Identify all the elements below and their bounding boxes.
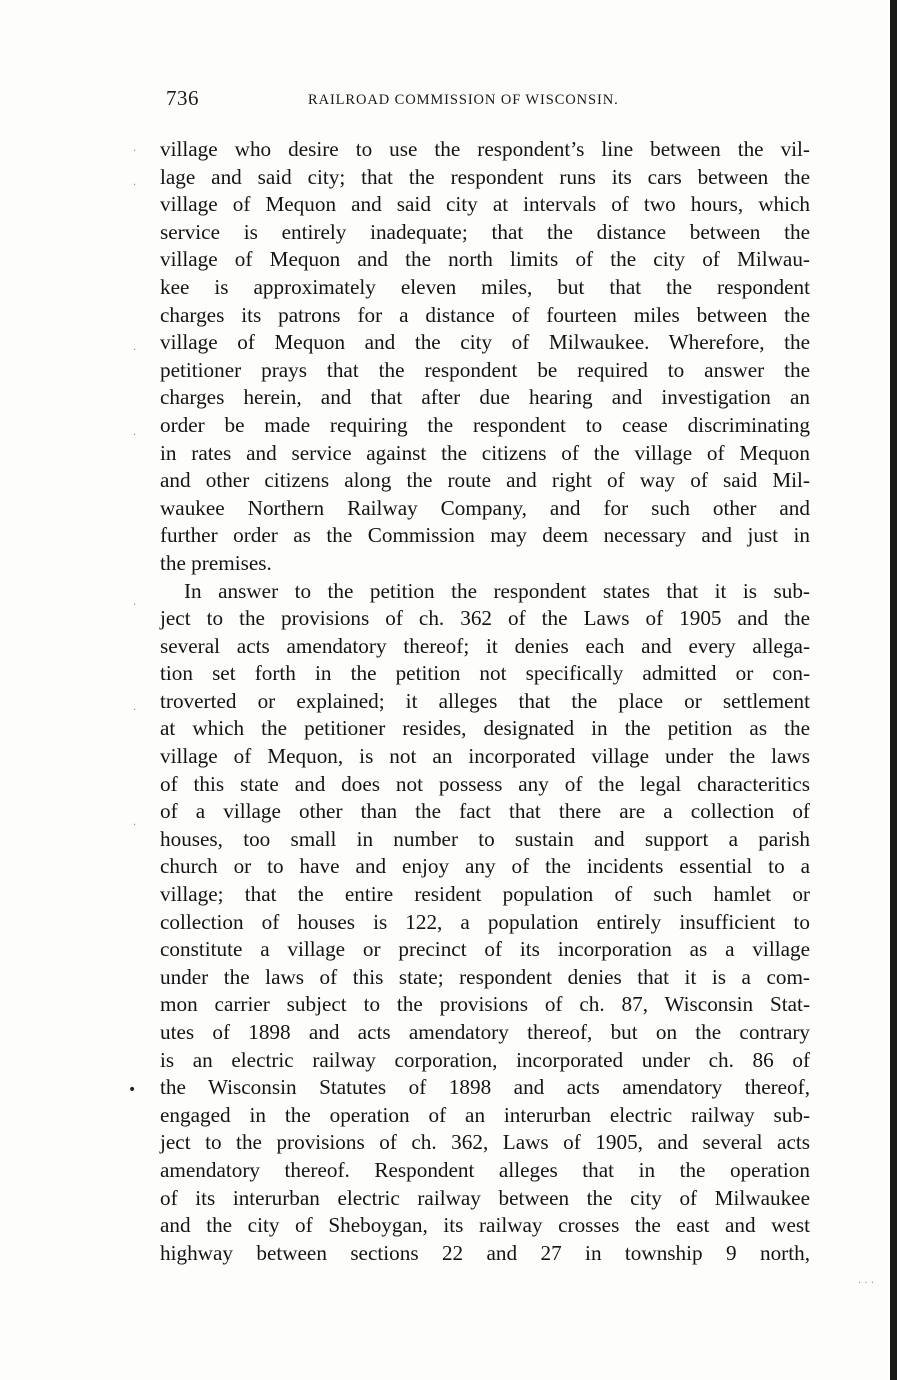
text-line: village who desire to use the respondent’s line between the vil-: [160, 137, 810, 161]
text-line: the premises.: [160, 550, 272, 575]
text-line: petitioner prays that the respondent be required to answer the: [160, 357, 810, 382]
paragraph: [160, 578, 810, 1268]
paragraph: [160, 136, 810, 578]
text-line: In answer to the petition the respondent states that it is sub-: [184, 578, 810, 603]
text-line: village of Mequon, is not an incorporated village under the laws: [160, 744, 810, 769]
body-text: [160, 136, 810, 1267]
text-line: village of Mequon and the city of Milwaukee. Wherefore, the: [160, 330, 810, 355]
page-header: [160, 86, 810, 112]
text-line: of its interurban electric railway between the city of Milwaukee: [160, 1185, 810, 1210]
page-number: 736: [166, 86, 199, 110]
scan-speck: ·: [133, 820, 137, 831]
text-line: ject to the provisions of ch. 362, Laws of 1905, and several acts: [160, 1130, 810, 1155]
scan-speck: · · ·: [858, 1278, 874, 1289]
scan-speck: ·: [133, 705, 137, 716]
text-line: village; that the entire resident population of such hamlet or: [160, 882, 810, 907]
scan-speck: ·: [133, 345, 137, 356]
running-head: RAILROAD COMMISSION OF WISCONSIN.: [308, 92, 619, 108]
text-line: church or to have and enjoy any of the incidents essential to a: [160, 854, 810, 879]
scan-speck: ·: [133, 146, 137, 157]
text-line: waukee Northern Railway Company, and for such other and: [160, 495, 810, 520]
text-line: and the city of Sheboygan, its railway crosses the east and west: [160, 1213, 810, 1238]
text-line: of this state and does not possess any of the legal characteritics: [160, 771, 810, 796]
text-line: is an electric railway corporation, incorporated under ch. 86 of: [160, 1047, 810, 1072]
text-line: mon carrier subject to the provisions of ch. 87, Wisconsin Stat-: [160, 992, 810, 1017]
text-line: kee is approximately eleven miles, but that the respondent: [160, 274, 810, 299]
text-line: further order as the Commission may deem necessary and just in: [160, 523, 810, 548]
text-line: lage and said city; that the respondent runs its cars between the: [160, 164, 810, 189]
text-line: order be made requiring the respondent to cease discriminating: [160, 412, 810, 437]
text-line: in rates and service against the citizens of the village of Mequon: [160, 440, 810, 465]
text-line: houses, too small in number to sustain and support a parish: [160, 826, 810, 851]
scan-speck: ·: [133, 430, 137, 441]
text-line: several acts amendatory thereof; it denies each and every allega-: [160, 633, 810, 658]
text-line: troverted or explained; it alleges that the place or settlement: [160, 688, 810, 713]
text-line: village of Mequon and the north limits of the city of Milwau-: [160, 247, 810, 272]
text-line: village of Mequon and said city at intervals of two hours, which: [160, 192, 810, 217]
text-line: at which the petitioner resides, designated in the petition as the: [160, 716, 810, 741]
text-line: and other citizens along the route and right of way of said Mil-: [160, 468, 810, 493]
scan-edge: [890, 0, 897, 1380]
text-line: charges herein, and that after due hearing and investigation an: [160, 385, 810, 410]
text-line: ject to the provisions of ch. 362 of the Laws of 1905 and the: [160, 606, 810, 631]
text-line: utes of 1898 and acts amendatory thereof, but on the contrary: [160, 1020, 810, 1044]
scan-speck: ·: [133, 600, 137, 611]
text-line: under the laws of this state; respondent denies that it is a com-: [160, 964, 810, 989]
scan-speck: ·: [133, 180, 137, 191]
text-line: collection of houses is 122, a population entirely insufficient to: [160, 909, 810, 934]
text-line: constitute a village or precinct of its incorporation as a village: [160, 937, 810, 962]
text-line: engaged in the operation of an interurban electric railway sub-: [160, 1102, 810, 1127]
text-line: tion set forth in the petition not specifically admitted or con-: [160, 661, 810, 686]
text-line: amendatory thereof. Respondent alleges that in the operation: [160, 1157, 810, 1182]
text-line: of a village other than the fact that there are a collection of: [160, 799, 810, 824]
text-line: service is entirely inadequate; that the distance between the: [160, 219, 810, 244]
text-line: the Wisconsin Statutes of 1898 and acts amendatory thereof,: [160, 1075, 810, 1100]
text-line: highway between sections 22 and 27 in township 9 north,: [160, 1240, 810, 1265]
text-line: charges its patrons for a distance of fourteen miles between the: [160, 302, 810, 327]
scan-speck: •: [128, 1082, 137, 1098]
